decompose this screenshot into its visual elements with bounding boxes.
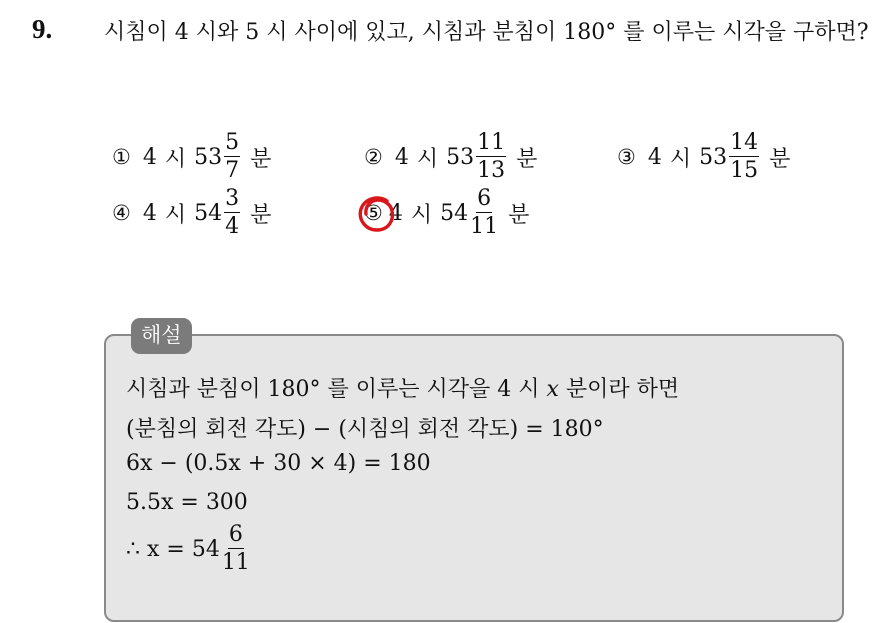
choice-2-whole: 53 <box>446 144 475 170</box>
choice-2-numerator: 11 <box>477 130 506 155</box>
choice-5-hour: 4 <box>388 200 403 226</box>
choice-1-hour-unit: 시 <box>164 146 187 172</box>
choice-5-denominator: 11 <box>470 214 499 239</box>
question-text: 시침이 4 시와 5 시 사이에 있고, 시침과 분침이 180° 를 이루는 시각을 구하면? <box>104 20 869 45</box>
explanation-line-4: 5.5x = 300 <box>126 490 248 515</box>
choice-1-hour: 4 <box>142 144 157 170</box>
choice-1-denominator: 7 <box>225 158 240 183</box>
choice-5-fraction <box>470 188 498 238</box>
choice-5-hour-unit: 시 <box>410 202 433 228</box>
choice-1-numerator: 5 <box>225 130 240 155</box>
choice-4-whole: 54 <box>194 200 223 226</box>
choice-1-fraction <box>224 132 240 182</box>
question-number: 9. <box>32 14 53 44</box>
explanation-result-numerator: 6 <box>228 522 243 547</box>
explanation-line-1-end: 분이라 하면 <box>565 377 680 402</box>
explanation-line-3: 6x − (0.5x + 30 × 4) = 180 <box>126 451 431 476</box>
choice-5-unit: 분 <box>508 202 530 228</box>
choice-2-unit: 분 <box>516 146 538 172</box>
choice-3-marker: ③ <box>617 145 636 169</box>
choice-2-hour-unit: 시 <box>416 146 439 172</box>
choice-4-marker: ④ <box>112 201 131 225</box>
choice-4-hour-unit: 시 <box>164 202 187 228</box>
choice-3[interactable] <box>617 132 790 182</box>
choice-4[interactable] <box>112 188 271 238</box>
explanation-result-denominator: 11 <box>221 550 250 575</box>
choice-3-fraction <box>729 132 759 182</box>
answer-circle-mark <box>357 194 397 234</box>
choice-2-hour: 4 <box>394 144 409 170</box>
explanation-tag: 해설 <box>131 318 192 354</box>
choice-1-marker: ① <box>112 145 131 169</box>
choice-5-whole: 54 <box>440 200 469 226</box>
choice-3-whole: 53 <box>699 144 728 170</box>
explanation-line-2: (분침의 회전 각도) − (시침의 회전 각도) = 180° <box>126 417 604 442</box>
choice-2-fraction <box>476 132 506 182</box>
choice-4-fraction <box>224 188 240 238</box>
choice-5-marker: ⑤ <box>364 201 383 225</box>
choice-2-denominator: 13 <box>477 158 506 183</box>
choice-3-hour-unit: 시 <box>669 146 692 172</box>
choice-3-numerator: 14 <box>730 130 759 155</box>
choice-5-numerator: 6 <box>477 186 492 211</box>
explanation-line-5 <box>126 524 252 574</box>
choice-2-marker: ② <box>364 145 383 169</box>
explanation-line-5-prefix: ∴ x = 54 <box>126 536 220 562</box>
explanation-line-1 <box>126 372 679 403</box>
explanation-variable-x: x <box>546 377 559 402</box>
choice-3-denominator: 15 <box>730 158 759 183</box>
choice-1-whole: 53 <box>194 144 223 170</box>
choice-1-unit: 분 <box>250 146 272 172</box>
choice-3-unit: 분 <box>769 146 791 172</box>
explanation-line-1-start: 시침과 분침이 180° 를 이루는 시각을 4 시 <box>126 377 540 402</box>
choice-2[interactable] <box>364 132 537 182</box>
choice-3-hour: 4 <box>647 144 662 170</box>
choice-4-unit: 분 <box>250 202 272 228</box>
explanation-result-fraction <box>222 524 250 574</box>
choice-1[interactable] <box>112 132 271 182</box>
choice-4-numerator: 3 <box>225 186 240 211</box>
choice-4-hour: 4 <box>142 200 157 226</box>
choice-4-denominator: 4 <box>225 214 240 239</box>
